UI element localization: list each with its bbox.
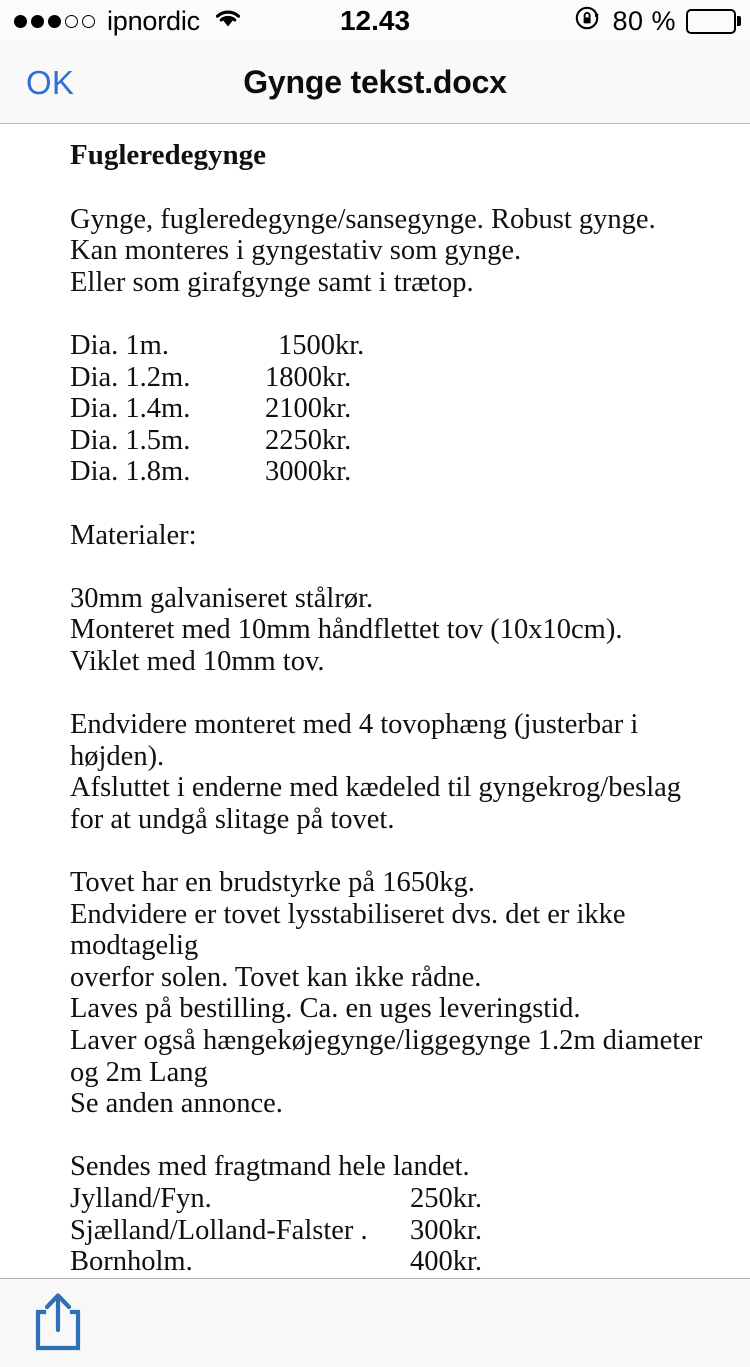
materials-line: Viklet med 10mm tov.: [70, 645, 325, 677]
rotation-lock-icon: [574, 4, 602, 39]
shipping-row: [70, 1183, 722, 1215]
status-bar-left: [14, 6, 375, 37]
shipping-value: 400kr.: [410, 1246, 483, 1278]
wifi-icon: [212, 6, 244, 37]
mounting-line: Afsluttet i enderne med kædeled til gyngekrog/beslag: [70, 772, 682, 804]
price-value: 1500kr.: [278, 329, 365, 361]
battery-percent-label: 80 %: [612, 5, 676, 36]
mounting-line: højden).: [70, 740, 165, 772]
signal-dot-3: [48, 15, 61, 28]
shipping-heading: Sendes med fragtmand hele landet.: [70, 1151, 470, 1183]
price-label: Dia. 1.5m.: [70, 424, 191, 456]
spacer: [70, 835, 722, 867]
price-value: 3000kr.: [265, 456, 352, 488]
materials-line: Monteret med 10mm håndflettet tov (10x10cm).: [70, 614, 623, 646]
rope-info-paragraph: [70, 867, 722, 1120]
document-page: [0, 124, 750, 1278]
shipping-row: [70, 1215, 722, 1247]
spacer: [70, 298, 722, 330]
signal-dot-2: [31, 15, 44, 28]
spacer: [70, 678, 722, 710]
price-label: Dia. 1m.: [70, 329, 169, 361]
mounting-line: for at undgå slitage på tovet.: [70, 803, 395, 835]
materials-paragraph: [70, 583, 722, 678]
shipping-label: Sjælland/Lolland-Falster .: [70, 1214, 368, 1246]
share-button[interactable]: [28, 1286, 88, 1359]
price-value: 1800kr.: [265, 361, 352, 393]
cellular-signal-dots: [14, 15, 95, 28]
signal-dot-4: [65, 15, 78, 28]
rope-info-line: og 2m Lang: [70, 1056, 208, 1088]
price-label: Dia. 1.2m.: [70, 361, 191, 393]
document-title: Gynge tekst.docx: [243, 64, 507, 100]
spacer: [70, 172, 722, 204]
bottom-toolbar: [0, 1278, 750, 1367]
mounting-line: Endvidere monteret med 4 tovophæng (justerbar i: [70, 709, 639, 741]
status-bar-right: [375, 4, 736, 39]
price-value: 2250kr.: [265, 424, 352, 456]
intro-paragraph: [70, 204, 722, 299]
price-label: Dia. 1.4m.: [70, 393, 191, 425]
intro-line: Gynge, fugleredegynge/sansegynge. Robust gynge.: [70, 203, 656, 235]
status-bar: [0, 0, 750, 42]
shipping-value: 300kr.: [410, 1214, 483, 1246]
price-row: [70, 330, 722, 362]
document-scroll-view[interactable]: [0, 124, 750, 1278]
materials-heading: Materialer:: [70, 519, 197, 551]
rope-info-line: Tovet har en brudstyrke på 1650kg.: [70, 867, 475, 899]
signal-dot-1: [14, 15, 27, 28]
signal-dot-5: [82, 15, 95, 28]
share-icon: [32, 1290, 84, 1355]
price-value: 2100kr.: [265, 393, 352, 425]
status-bar-clock: 12.43: [339, 5, 411, 36]
rope-info-line: Se anden annonce.: [70, 1088, 283, 1120]
navigation-bar: [0, 42, 750, 124]
shipping-label: Jylland/Fyn.: [70, 1183, 212, 1214]
price-row: [70, 362, 722, 394]
ok-button[interactable]: OK: [22, 58, 78, 108]
spacer: [70, 1120, 722, 1152]
intro-line: Kan monteres i gyngestativ som gynge.: [70, 235, 522, 267]
spacer: [70, 551, 722, 583]
rope-info-line: Endvidere er tovet lysstabiliseret dvs. det er ikke: [70, 898, 626, 930]
mounting-paragraph: [70, 709, 722, 835]
rope-info-line: Laver også hængekøjegynge/liggegynge 1.2m diameter: [70, 1025, 703, 1057]
rope-info-line: modtagelig: [70, 930, 199, 962]
price-row: [70, 425, 722, 457]
battery-icon: [686, 9, 736, 34]
shipping-value: 250kr.: [410, 1183, 483, 1214]
shipping-list: [70, 1183, 722, 1278]
intro-line: Eller som girafgynge samt i trætop.: [70, 266, 474, 298]
navigation-bar-left: [22, 58, 78, 108]
price-row: [70, 456, 722, 488]
price-list: [70, 330, 722, 488]
price-label: Dia. 1.8m.: [70, 456, 191, 488]
price-row: [70, 393, 722, 425]
rope-info-line: Laves på bestilling. Ca. en uges leveringstid.: [70, 993, 581, 1025]
shipping-label: Bornholm.: [70, 1246, 193, 1278]
shipping-row: [70, 1246, 722, 1278]
spacer: [70, 488, 722, 520]
carrier-label: ipnordic: [107, 5, 200, 36]
document-heading: Fugleredegynge: [70, 139, 266, 171]
rope-info-line: overfor solen. Tovet kan ikke rådne.: [70, 961, 482, 993]
materials-line: 30mm galvaniseret stålrør.: [70, 582, 374, 614]
